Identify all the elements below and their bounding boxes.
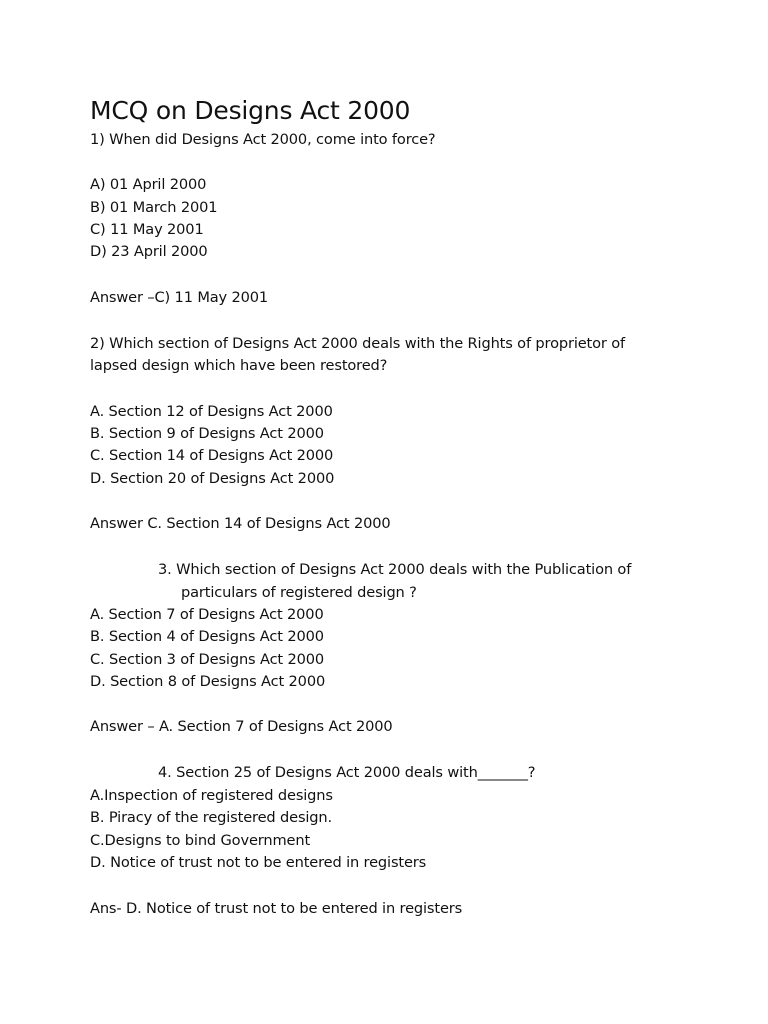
question-3-line-2: particulars of registered design ? bbox=[181, 584, 417, 601]
q1-option-d: D) 23 April 2000 bbox=[90, 243, 208, 260]
q2-option-c: C. Section 14 of Designs Act 2000 bbox=[90, 447, 334, 464]
q3-option-a: A. Section 7 of Designs Act 2000 bbox=[90, 606, 324, 623]
q4-option-d: D. Notice of trust not to be entered in registers bbox=[90, 854, 427, 871]
q4-answer: Ans- D. Notice of trust not to be entered in registers bbox=[90, 900, 463, 917]
q3-option-d: D. Section 8 of Designs Act 2000 bbox=[90, 673, 326, 690]
q2-option-d: D. Section 20 of Designs Act 2000 bbox=[90, 470, 335, 487]
question-3-line-1: 3. Which section of Designs Act 2000 deals with the Publication of bbox=[158, 561, 632, 578]
question-1: 1) When did Designs Act 2000, come into force? bbox=[90, 131, 436, 148]
q4-option-a: A.Inspection of registered designs bbox=[90, 787, 333, 804]
q3-option-b: B. Section 4 of Designs Act 2000 bbox=[90, 628, 324, 645]
document-title: MCQ on Designs Act 2000 bbox=[90, 96, 411, 125]
q2-option-b: B. Section 9 of Designs Act 2000 bbox=[90, 425, 324, 442]
question-4: 4. Section 25 of Designs Act 2000 deals with_______? bbox=[158, 764, 536, 781]
q2-option-a: A. Section 12 of Designs Act 2000 bbox=[90, 403, 333, 420]
q1-option-b: B) 01 March 2001 bbox=[90, 199, 218, 216]
q1-option-a: A) 01 April 2000 bbox=[90, 176, 207, 193]
q1-option-c: C) 11 May 2001 bbox=[90, 221, 204, 238]
q1-answer: Answer –C) 11 May 2001 bbox=[90, 289, 269, 306]
q4-option-b: B. Piracy of the registered design. bbox=[90, 809, 333, 826]
q4-option-c: C.Designs to bind Government bbox=[90, 832, 311, 849]
q3-option-c: C. Section 3 of Designs Act 2000 bbox=[90, 651, 325, 668]
question-2-line-2: lapsed design which have been restored? bbox=[90, 357, 388, 374]
question-2-line-1: 2) Which section of Designs Act 2000 deals with the Rights of proprietor of bbox=[90, 335, 626, 352]
q2-answer: Answer C. Section 14 of Designs Act 2000 bbox=[90, 515, 391, 532]
q3-answer: Answer – A. Section 7 of Designs Act 2000 bbox=[90, 718, 393, 735]
